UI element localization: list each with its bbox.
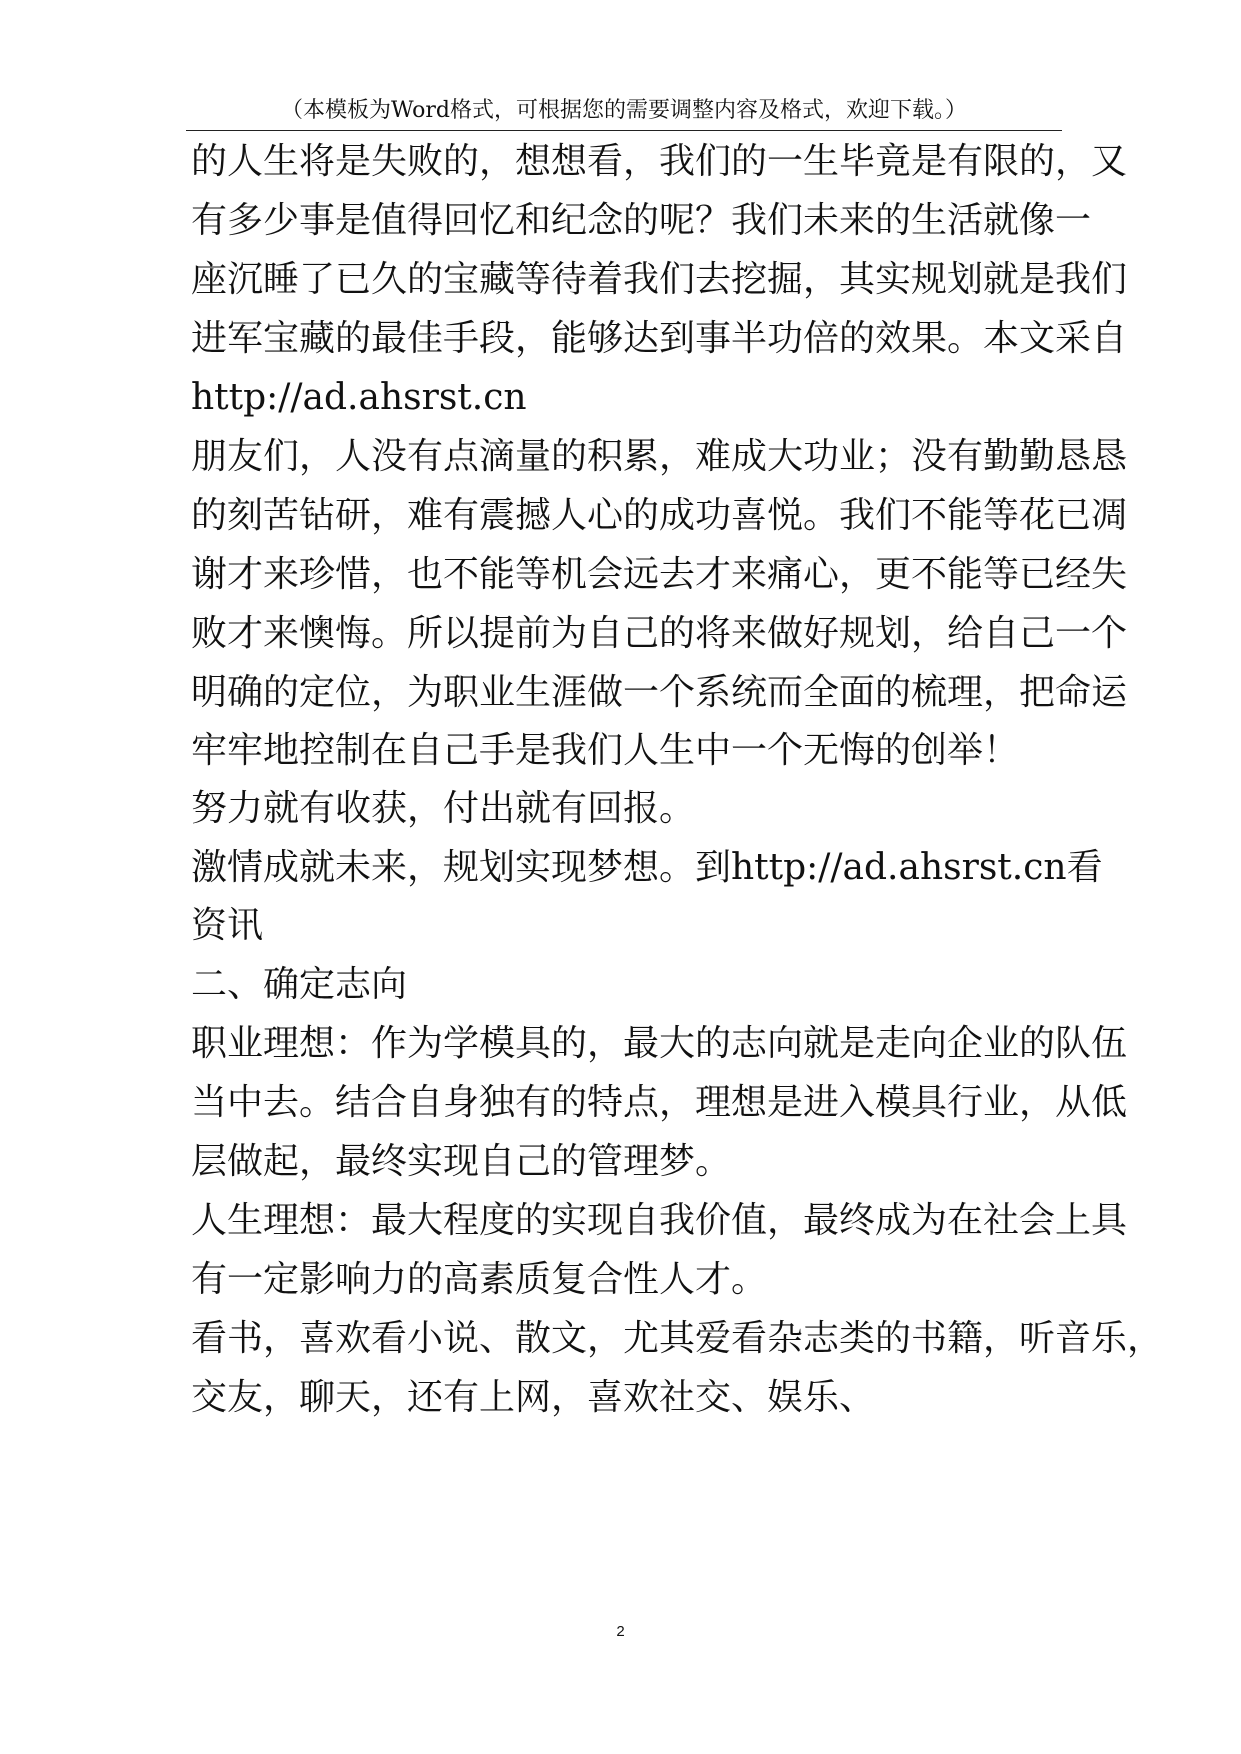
section-heading: 二、确定志向	[191, 964, 408, 1005]
body-line: 明确的定位，为职业生涯做一个系统而全面的梳理，把命运	[191, 672, 1128, 713]
body-line: 谢才来珍惜，也不能等机会远去才来痛心，更不能等已经失	[191, 554, 1128, 595]
body-line: 朋友们，人没有点滴量的积累，难成大功业；没有勤勤恳恳	[191, 436, 1128, 477]
body-line: 人生理想：最大程度的实现自我价值，最终成为在社会上具	[191, 1200, 1128, 1241]
body-line: 当中去。结合自身独有的特点，理想是进入模具行业，从低	[191, 1082, 1128, 1123]
body-line: 的人生将是失败的，想想看，我们的一生毕竟是有限的，又	[191, 141, 1128, 182]
page-header-note: （本模板为Word格式，可根据您的需要调整内容及格式，欢迎下载。）	[281, 98, 967, 123]
body-line: 的刻苦钻研，难有震撼人心的成功喜悦。我们不能等花已凋	[191, 495, 1128, 536]
header-divider	[186, 130, 1062, 131]
body-line: 有多少事是值得回忆和纪念的呢？我们未来的生活就像一	[191, 200, 1092, 241]
body-line: 交友，聊天，还有上网，喜欢社交、娱乐、	[191, 1377, 876, 1418]
body-line: 有一定影响力的高素质复合性人才。	[191, 1259, 768, 1300]
body-line: 进军宝藏的最佳手段，能够达到事半功倍的效果。本文采自	[191, 318, 1128, 359]
body-link-line: http://ad.ahsrst.cn	[191, 377, 527, 418]
body-line: 激情成就未来，规划实现梦想。到http://ad.ahsrst.cn看	[191, 847, 1103, 888]
body-line: 努力就有收获，付出就有回报。	[191, 788, 696, 829]
body-line: 层做起，最终实现自己的管理梦。	[191, 1141, 732, 1182]
body-line: 看书，喜欢看小说、散文，尤其爱看杂志类的书籍，听音乐，	[191, 1318, 1164, 1359]
body-line: 败才来懊悔。所以提前为自己的将来做好规划，给自己一个	[191, 613, 1128, 654]
body-line: 座沉睡了已久的宝藏等待着我们去挖掘，其实规划就是我们	[191, 259, 1128, 300]
body-line: 职业理想：作为学模具的，最大的志向就是走向企业的队伍	[191, 1023, 1128, 1064]
page-number: 2	[616, 1623, 625, 1640]
body-line: 牢牢地控制在自己手是我们人生中一个无悔的创举！	[191, 730, 1020, 771]
body-line: 资讯	[191, 905, 264, 946]
